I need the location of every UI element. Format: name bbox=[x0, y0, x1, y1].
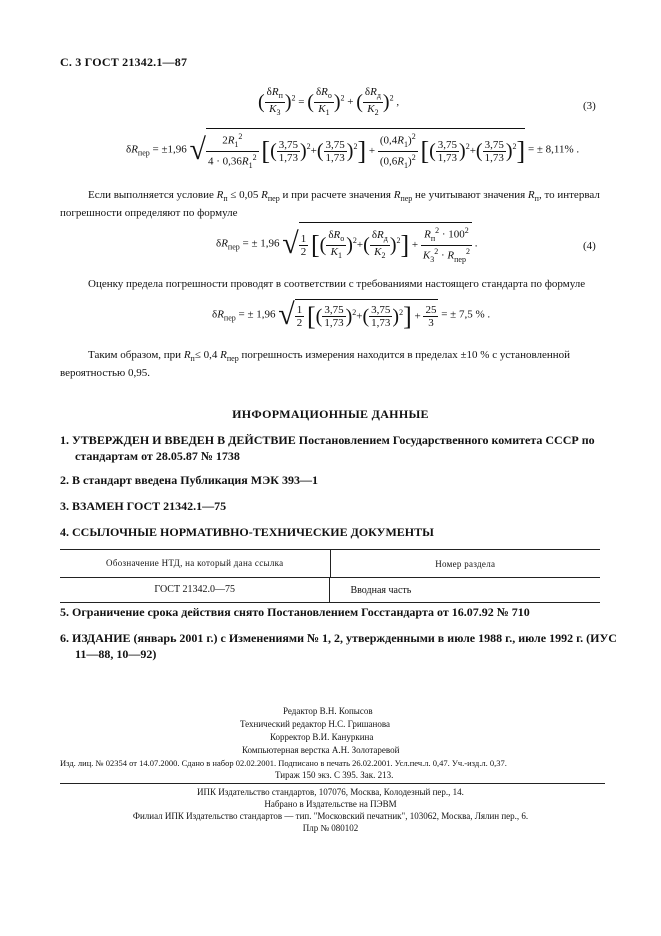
credit-corrector: Корректор В.И. Кануркина bbox=[270, 732, 374, 742]
formula-3-bottom: $\delta R_{пер} = \pm 1,96$ √ $\frac{2R_1^2}{4 \cdot 0,36R_1^2}$ [( $\frac{3,75}{1,73}$ )$^2$+( $\frac{3,75}{1,73}$ )$^2$] + $\frac{(0,4R_1)^2}{(0,6R_1)^2}$ [( $\frac{3,75}{1,73}$ )$^2$+( $\frac{3,75}{1,73}$ )$^2$] = ± 8,11% . bbox=[126, 128, 579, 172]
formula-3-top: ( $\frac{\delta R_п}{K_3}$ )$^2$ = ( $\frac{\delta R_о}{K_1}$ )$^2$ + ( $\frac{\delta R_д}{K_2}$ )$^2$ , bbox=[258, 86, 400, 118]
imprint-line-2: Тираж 150 экз. С 395. Зак. 213. bbox=[275, 770, 394, 780]
table-cell-doc: ГОСТ 21342.0—75 bbox=[60, 578, 330, 602]
publisher-line-2: Набрано в Издательстве на ПЭВМ bbox=[264, 799, 397, 809]
imprint-line-1: Изд. лиц. № 02354 от 14.07.2000. Сдано в набор 02.02.2001. Подписано в печать 26.02.2001. Усл.печ.л. 0,47. Уч.-изд.л. 0,37. bbox=[60, 758, 507, 768]
credit-tech-editor: Технический редактор Н.С. Гришанова bbox=[240, 719, 390, 729]
publisher-line-1: ИПК Издательство стандартов, 107076, Москва, Колодезный пер., 14. bbox=[197, 787, 464, 797]
reference-table bbox=[60, 549, 600, 603]
table-header-doc: Обозначение НТД, на который дана ссылка bbox=[60, 550, 331, 577]
credit-layout: Компьютерная верстка А.Н. Золотаревой bbox=[242, 745, 400, 755]
info-item-5: 5. Ограничение срока действия снято Постановлением Госстандарта от 16.07.92 № 710 bbox=[60, 605, 530, 619]
info-title: ИНФОРМАЦИОННЫЕ ДАННЫЕ bbox=[232, 407, 429, 421]
info-item-3: 3. ВЗАМЕН ГОСТ 21342.1—75 bbox=[60, 499, 227, 513]
info-item-4: 4. ССЫЛОЧНЫЕ НОРМАТИВНО-ТЕХНИЧЕСКИЕ ДОКУМЕНТЫ bbox=[60, 525, 434, 539]
formula-4: $\delta R_{пер}$ = ± 1,96 √ $\frac{1}{2}$ [( $\frac{\delta R_о}{K_1}$ )$^2$+( $\frac{\delta R_д}{K_2}$ )$^2$] + $\frac{R_п^2 \cdot 100^2}{K_3^2 \cdot R_{пер}^2}$ . bbox=[216, 222, 477, 266]
credit-editor: Редактор В.Н. Копысов bbox=[283, 706, 373, 716]
info-item-2: 2. В стандарт введена Публикация МЭК 393—1 bbox=[60, 473, 318, 487]
table-header-section: Номер раздела bbox=[435, 558, 496, 569]
formula-5: $\delta R_{пер}$ = ± 1,96 √ $\frac{1}{2}$ [( $\frac{3,75}{1,73}$ )$^2$+( $\frac{3,75}{1,73}$ )$^2$] + $\frac{25}{3}$ = ± 7,5 % . bbox=[212, 298, 491, 331]
formula-5-result: = ± 7,5 % . bbox=[441, 308, 491, 321]
publisher-line-4: Плр № 080102 bbox=[302, 823, 359, 833]
table-cell-section: Вводная часть bbox=[350, 584, 412, 596]
formula-3-result: = ± 8,11% . bbox=[527, 143, 580, 156]
info-item-1: 1. УТВЕРЖДЕН И ВВЕДЕН В ДЕЙСТВИЕ Постановлением Государственного комитета СССР по стандартам от 28.05.87 № 1738 bbox=[60, 433, 595, 463]
equation-number-3: (3) bbox=[583, 100, 596, 112]
publisher-line-3: Филиал ИПК Издательство стандартов — тип. "Московский печатник", 103062, Москва, Лялин пер., 6. bbox=[132, 811, 529, 821]
paragraph-condition: Если выполняется условие $R_п \le 0,05$ $R_{пер}$ и при расчете значения $R_{пер}$ не учитывают значения $R_п$, то интервал погрешности определяют по формуле bbox=[60, 189, 600, 220]
info-item-6: 6. ИЗДАНИЕ (январь 2001 г.) с Изменениями № 1, 2, утвержденными в июле 1988 г., июле 1992 г. (ИУС 11—88, 10—92) bbox=[60, 631, 617, 661]
paragraph-conclusion: Таким образом, при $R_п\le 0,4$ $R_{пер}$ погрешность измерения находится в пределах ±10 % с установленной вероятностью 0,95. bbox=[60, 349, 571, 380]
divider bbox=[60, 783, 605, 784]
credits-block bbox=[240, 705, 399, 757]
page-header: С. 3 ГОСТ 21342.1—87 bbox=[60, 55, 188, 69]
paragraph-estimate: Оценку предела погрешности проводят в соответствии с требованиями настоящего стандарта по формуле bbox=[88, 278, 586, 290]
equation-number-4: (4) bbox=[583, 240, 596, 252]
